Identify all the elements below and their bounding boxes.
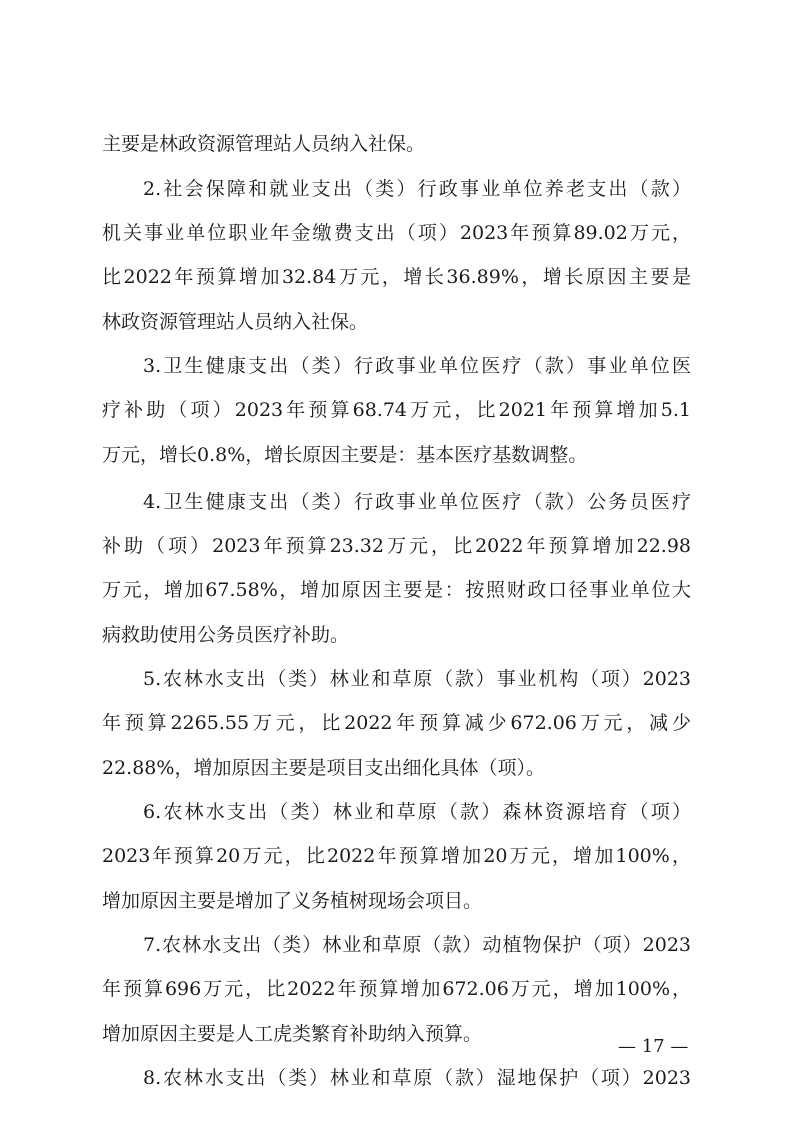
text-line: 5.农林水支出（类）林业和草原（款）事业机构（项）2023	[143, 668, 691, 690]
text-line: 万元，增长0.8%，增长原因主要是：基本医疗基数调整。	[102, 444, 588, 466]
text-line: 7.农林水支出（类）林业和草原（款）动植物保护（项）2023	[143, 934, 691, 956]
text-line: 增加原因主要是人工虎类繁育补助纳入预算。	[102, 1023, 483, 1045]
text-line: 22.88%，增加原因主要是项目支出细化具体（项）。	[102, 757, 545, 779]
text-line: 8.农林水支出（类）林业和草原（款）湿地保护（项）2023	[143, 1067, 691, 1089]
page-number: — 17 —	[618, 1036, 689, 1057]
text-line: 比2022年预算增加32.84万元，增长36.89%，增长原因主要是	[102, 266, 691, 288]
text-line: 万元，增加67.58%，增加原因主要是：按照财政口径事业单位大	[102, 579, 691, 601]
text-line: 4.卫生健康支出（类）行政事业单位医疗（款）公务员医疗	[143, 491, 691, 513]
text-line: 疗补助（项）2023年预算68.74万元，比2021年预算增加5.1	[102, 399, 691, 421]
text-line: 3.卫生健康支出（类）行政事业单位医疗（款）事业单位医	[143, 355, 691, 377]
text-line: 2.社会保障和就业支出（类）行政事业单位养老支出（款）	[143, 178, 691, 200]
text-line: 年预算2265.55万元，比2022年预算减少672.06万元，减少	[102, 712, 691, 734]
text-line: 增加原因主要是增加了义务植树现场会项目。	[102, 890, 483, 912]
text-line: 机关事业单位职业年金缴费支出（项）2023年预算89.02万元，	[102, 222, 691, 244]
text-line: 6.农林水支出（类）林业和草原（款）森林资源培育（项）	[143, 801, 691, 823]
text-line: 林政资源管理站人员纳入社保。	[102, 311, 369, 333]
text-line: 2023年预算20万元，比2022年预算增加20万元，增加100%，	[102, 845, 691, 867]
text-line: 补助（项）2023年预算23.32万元，比2022年预算增加22.98	[102, 535, 691, 557]
text-line: 主要是林政资源管理站人员纳入社保。	[102, 133, 426, 155]
text-line: 病救助使用公务员医疗补助。	[102, 624, 350, 646]
text-line: 年预算696万元，比2022年预算增加672.06万元，增加100%，	[102, 978, 691, 1000]
